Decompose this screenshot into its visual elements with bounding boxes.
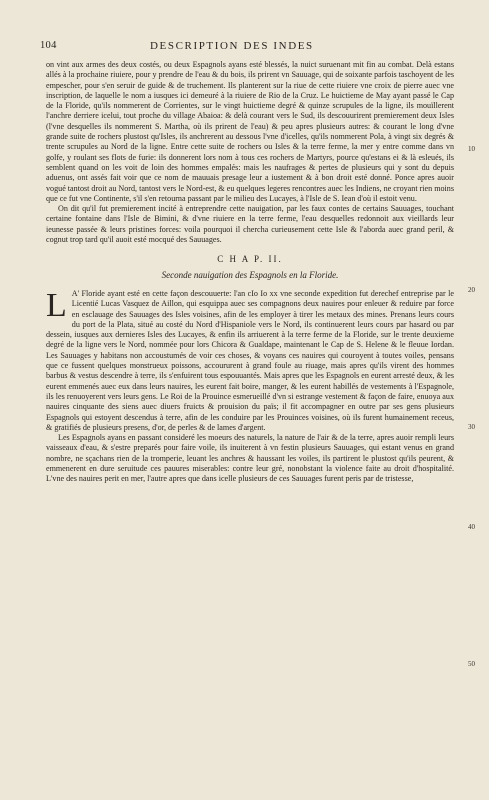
margin-number-30: 30	[468, 423, 475, 431]
running-title: DESCRIPTION DES INDES	[150, 40, 314, 52]
page-header	[40, 40, 460, 54]
margin-number-20: 20	[468, 286, 475, 294]
paragraph-chapter-start	[46, 286, 454, 433]
paragraph-last: Les Espagnols ayans en passant consideré les moeurs des naturels, la nature de l'air & de la terre, apres auoir rempli leurs vaisseaux d'eau, & s'estre preparés pour faire voile, ils inuiterent à vn festin plusieurs Sauuages, qui estant venus en grand nombre, ne sçachans rien de la tromperie, leuant les anchres & haussant les voiles, ils partirent le plustost qu'ils peurent, & emmenerent en dure seruitude ces pauures miserables: contre leur gré, nonobstant la violence faite au droit d'hospitalité. L'vne des nauires perit en mer, l'autre apres que dans icelle plusieurs de ces Sauuages furent peris par de tristesse,	[46, 433, 454, 484]
chapter-title: Seconde nauigation des Espagnols en la Floride.	[161, 269, 339, 280]
page-number: 104	[40, 40, 57, 51]
margin-number-40: 40	[468, 523, 475, 531]
margin-number-50: 50	[468, 660, 475, 668]
margin-number-10: 10	[468, 145, 475, 153]
chapter-text: A' Floride ayant esté en cette façon descouuerte: l'an cIo Io xx vne seconde expedition fut derechef entreprise par le Licentié Lucas Vasquez de Aillon, qui esquippa auec ses compagnons deux nauires pour enleuer & reduire par force en esclauage des Sauuages des Isles voisines, afin de les employer à tirer les metaux des mines. Prenans leurs cours du port de la Plata, situé au costé du Nord d'Hispaniole vers le Nord, ils continuerent leurs cours par hasard ou par dessein, iusques aux dernieres Isles des Lucayes, & enfin ils arriuerent à la terre ferme de la Floride, sur le trente deuxieme degré de la ligne vers le Nord, nommée pour lors Chicora & Gualdape, maintenant le Cap de S. Helene & le fleuue Iordan. Les Sauuages y habitans non accoustumés de voir ces choses, & voyans ces nauires qui couroyent à toutes voiles, pensans que ce fussent quelques monstrueux poissons, accoururent à grand foule au riuage, mais apres qu'ils virent des hommes barbus & vestus descendre à terre, ils s'enfuirent tous espouuantés. Mais apres que les Espagnols en eurent arresté deux, & les eurent emmenés auec eux dans leurs nauires, les eurent fait boire, manger, & les eurent habillés de vestements à l'Espagnole, ils les renuoyerent vers leurs gens. Le Roi de la Prouince esmerueillé d'vn si estrange vestement & façon de faire, enuoya aux nauires cinquante des siens auec diuers fruicts & prouision du païs; il fit accompagner en outre par ses gens plusieurs Espagnols qui estoyent descendus à terre, afin de les conduire par les Prouinces voisines, où ils furent humainement receus, & gratifiés de plusieurs presens, d'or, de perles & de lames d'argent.	[46, 288, 454, 432]
body-text	[46, 60, 454, 485]
paragraph-intro: on vint aux armes des deux costés, ou deux Espagnols ayans esté blessés, la nuict suruenant mit fin au combat. Delà estans allés à la prochaine riuiere, pour y prendre de l'eau & du bois, ils prirent vn Sauuage, qui de soixante parfois taschoyent de les empescher, pour s'en seruir de guide & de truchement. Ils planterent sur la riue de cette riuiere vne croix de pierre auec vne inscription, de laquelle le nom a iusques ici demeuré à la riuiere de Rio de la Cruz. Le huictieme de May ayant passé le Cap de la Floride, qu'ils nommerent de Corrientes, sur le vingt huictieme degré & quinze scrupules de la ligne, ils mouïllerent l'anchre derriere icelui, tout proche du village Abaioa: & delà courant vers le Sud, ils descouurirent premierement deux Isles (l'vne desquelles ils nommerent S. Martha, où ils prirent de l'eau) & peu apres plusieurs autres: & courant le long d'vne grande suite de rochers plustost qu'Isles, ils anchrerent au dessous l'vne d'icelles, qu'ils nommerent Pola, à vingt six degrés & trente scrupules au Nord de la ligne. Entre cette suite de rochers ou Isles & la terre ferme, la mer y entre comme dans vn golfe, y roulant ses flots de furie: ils donnerent lors nom à tous ces rochers de Martyrs, pource qu'estans ei & là esleués, ils semblent quand on les voit de loin des hommes empalés: mais les naufrages & pertes de plusieurs qui y sont du depuis aduenus, ont assés fait voir que ce nom de mauuais presage leur a iustement & à bon droit esté donné. Ponce apres auoir vogué tantost droit au Nord, tantost vers le Nord-est, & eu quelques legeres rencontres auec les Indiens, ne croyant rien moins que ce fut vne Continente, s'il s'en retourna passant par le milieu des Lucayes, à l'Isle de S. Iean d'où il estoit venu.	[46, 60, 454, 203]
chapter-heading: C H A P. II.	[217, 254, 283, 265]
paragraph-fountain: On dit qu'il fut premierement incité à entreprendre cette nauigation, par les faux contes de certains Sauuages, touchant certaine fontaine dans l'Isle de Bimini, & d'vne riuiere en la terre ferme, l'eau desquelles redonnoit aux vieillards leur ieunesse passée & leurs pristines forces: voila pourquoi il chercha curieusement cette Isle & l'aborda auec grand peril, & cognut trop tard qu'il auoit esté mocqué des Sauuages.	[46, 204, 454, 245]
drop-cap: L	[46, 286, 67, 324]
